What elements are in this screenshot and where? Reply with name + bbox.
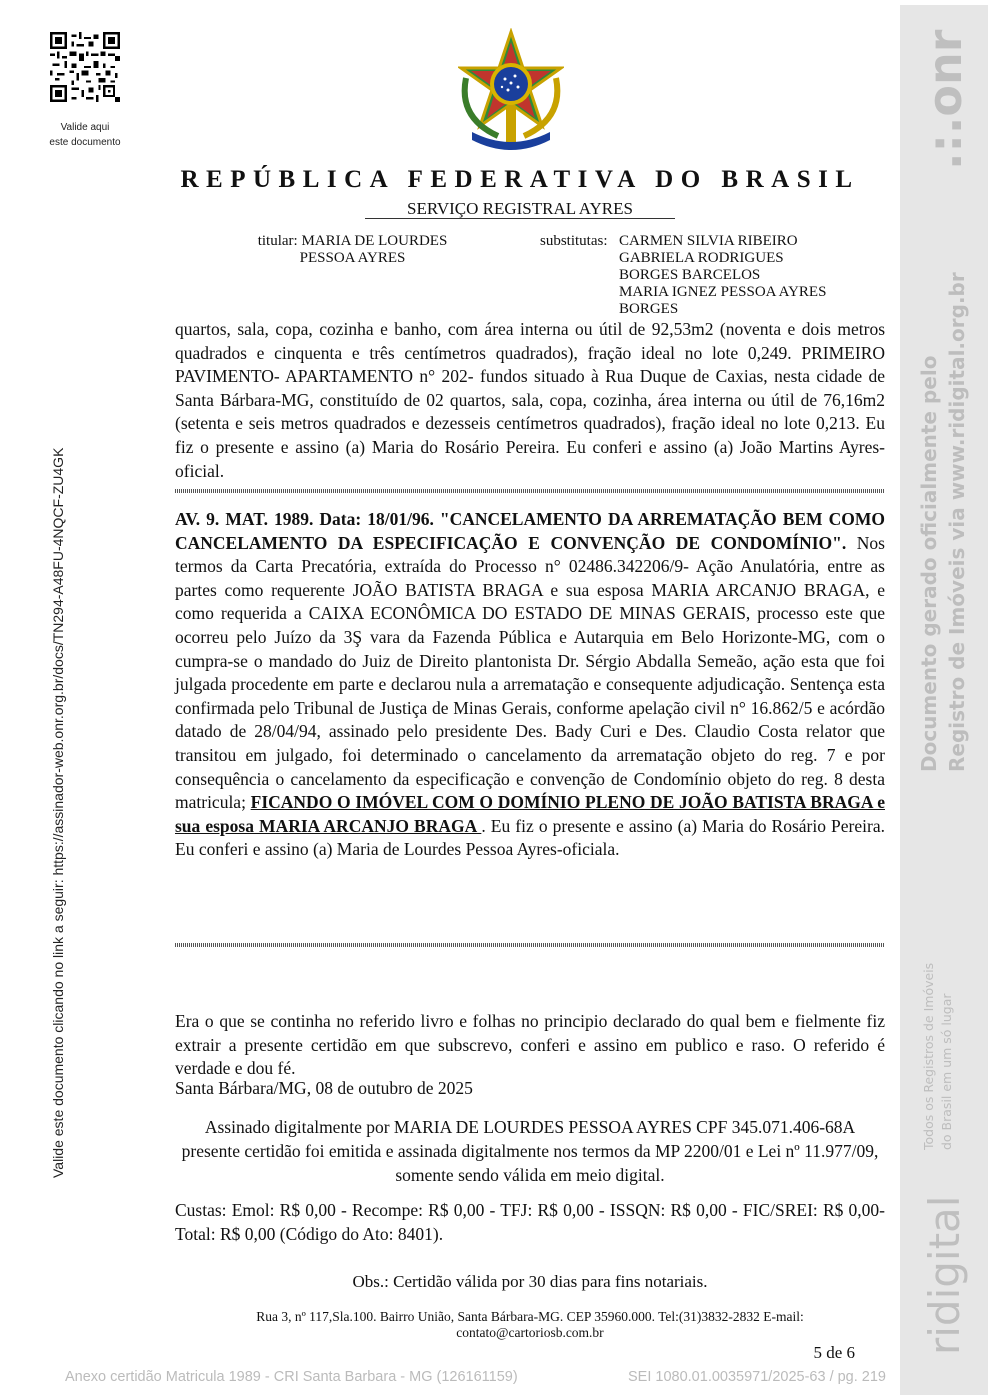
band-small-line2: do Brasil em um só lugar xyxy=(939,993,954,1150)
brazil-coat-of-arms-icon xyxy=(458,28,564,156)
digital-signature-statement: Assinado digitalmente por MARIA DE LOURDES PESSOA AYRES CPF 345.071.406-68A presente certidão foi emitida e assinada digitalmente nos termos da MP 2200/01 e Lei nº 11.977/09, somente sendo válida em meio digital. xyxy=(181,1117,879,1185)
titular-block xyxy=(230,233,475,267)
substituta-name: BORGES xyxy=(619,301,679,317)
document-header-title: REPÚBLICA FEDERATIVA DO BRASIL xyxy=(180,166,860,193)
annotation-body: Nos termos da Carta Precatória, extraída do Processo n° 02486.342206/9- Ação Anulatória, entre as partes como requerente JOÃO BATISTA BRAGA e sua esposa MARIA ARCANJO BRAGA, e como requerida a CAIXA ECONÔMICA DO ESTADO DE MINAS GERAIS, processo este que ocorreu pelo Juízo da 3Ş vara da Fazenda Pública e Autarquia em Belo Horizonte-MG, com o cumpra-se o mandado do Juiz de Direito plantonista Dr. Sérgio Abdalla Semeão, ação esta que foi julgada procedente em parte e declarou nula a arrematação e consequente adjudicação. Sentença esta confirmada pelo Tribunal de Justiça de Minas Gerais, conforme apelação civil n° 16.862/5 e acórdão datado de 28/04/94, assinado pelo presidente Des. Bady Curi e Des. Claudio Costa relator que transitou em julgado, foi determinado o cancelamento da arrematação objeto do reg. 7 e por consequência o cancelamento da especificação e convenção de Condomínio objeto do reg. 8 desta matricula; xyxy=(175,532,885,813)
band-text-line2: Registro de Imóveis via www.ridigital.org.br xyxy=(945,272,969,772)
annotation-highlight: FICANDO O IMÓVEL COM O DOMÍNIO PLENO DE JOÃO BATISTA BRAGA e sua esposa MARIA ARCANJO BRAGA xyxy=(175,792,885,836)
certification-statement: Era o que se continha no referido livro e folhas no principio declarado do qual bem e fielmente fiz extrair a presente certidão em que subscrevo, conferi e assino em publico e raso. O referido é verdade e dou fé. xyxy=(175,1011,885,1079)
address-line2: contato@cartoriosb.com.br xyxy=(456,1325,604,1340)
service-underline xyxy=(365,218,675,219)
dotted-separator xyxy=(175,943,885,947)
substitutas-label: substitutas: xyxy=(540,233,608,249)
annotation-av9 xyxy=(175,508,885,862)
right-watermark-band xyxy=(900,5,988,1395)
validity-note: Obs.: Certidão válida por 30 dias para fins notariais. xyxy=(352,1272,708,1291)
titular-line1: titular: MARIA DE LOURDES xyxy=(257,233,448,249)
place-date: Santa Bárbara/MG, 08 de outubro de 2025 xyxy=(175,1078,473,1098)
substituta-name: GABRIELA RODRIGUES xyxy=(619,250,784,266)
office-address xyxy=(175,1309,885,1341)
band-text-line1: Documento gerado oficialmente pelo xyxy=(917,355,941,772)
onr-logo: .:.onr xyxy=(918,29,972,170)
substitutas-block xyxy=(540,233,870,318)
footer-annex-line xyxy=(65,1369,925,1385)
dotted-separator xyxy=(175,489,885,493)
substituta-name: CARMEN SILVIA RIBEIRO xyxy=(619,233,798,249)
annotation-heading: AV. 9. MAT. 1989. Data: 18/01/96. "CANCELAMENTO DA ARREMATAÇÃO BEM COMO CANCELAMENTO DA ESPECIFICAÇÃO E CONVENÇÃO DE CONDOMÍNIO". xyxy=(175,509,885,553)
ridigital-logo: ridigital xyxy=(920,1195,969,1355)
band-small-line1: Todos os Registros de Imóveis xyxy=(921,962,936,1150)
fees-statement: Custas: Emol: R$ 0,00 - Recompe: R$ 0,00 - TFJ: R$ 0,00 - ISSQN: R$ 0,00 - FIC/SREI: R$ 0,00- Total: R$ 0,00 (Código do Ato: 8401). xyxy=(175,1200,885,1244)
page-number: 5 de 6 xyxy=(813,1343,855,1362)
qr-label xyxy=(40,120,130,150)
titular-line2: PESSOA AYRES xyxy=(299,250,406,266)
substituta-name: MARIA IGNEZ PESSOA AYRES xyxy=(619,284,827,300)
address-line1: Rua 3, nº 117,Sla.100. Bairro União, Santa Bárbara-MG. CEP 35960.000. Tel:(31)3832-2832 E-mail: xyxy=(256,1309,804,1324)
qr-label-line1: Valide aqui xyxy=(60,122,110,133)
footer-left: Anexo certidão Matricula 1989 - CRI Santa Barbara - MG (126161159) xyxy=(65,1369,518,1385)
qr-label-line2: este documento xyxy=(49,137,121,148)
record-text-continuation: quartos, sala, copa, cozinha e banho, com área interna ou útil de 92,53m2 (noventa e dois metros quadrados e cinquenta e três centímetros quadrados), fração ideal no lote 0,249. PRIMEIRO PAVIMENTO- APARTAMENTO n° 202- fundos situado à Rua Duque de Caxias, nesta cidade de Santa Bárbara-MG, constituído de 02 quartos, sala, copa, cozinha, área interna ou útil de 76,16m2 (setenta e seis metros quadrados e dezesseis centímetros quadrados), fração ideal no lote 0,213. Eu fiz o presente e assino (a) Maria do Rosário Pereira. Eu conferi e assino (a) João Martins Ayres-oficial. xyxy=(175,319,885,481)
substituta-name: BORGES BARCELOS xyxy=(619,267,761,283)
annotation-closing: . Eu fiz o presente e assino (a) Maria do Rosário Pereira. Eu conferi e assino (a) Maria de Lourdes Pessoa Ayres-oficiala. xyxy=(175,815,885,860)
registry-service-name: SERVIÇO REGISTRAL AYRES xyxy=(407,199,633,218)
substitutas-names xyxy=(619,233,864,318)
validation-link[interactable]: Valide este documento clicando no link a seguir: https://assinador-web.onr.org.br/docs/TN294-A48FU-4NQCF-ZU4GK xyxy=(50,447,66,1178)
footer-right: SEI 1080.01.0035971/2025-63 / pg. 219 xyxy=(628,1369,886,1385)
qr-code-image[interactable] xyxy=(50,32,120,102)
